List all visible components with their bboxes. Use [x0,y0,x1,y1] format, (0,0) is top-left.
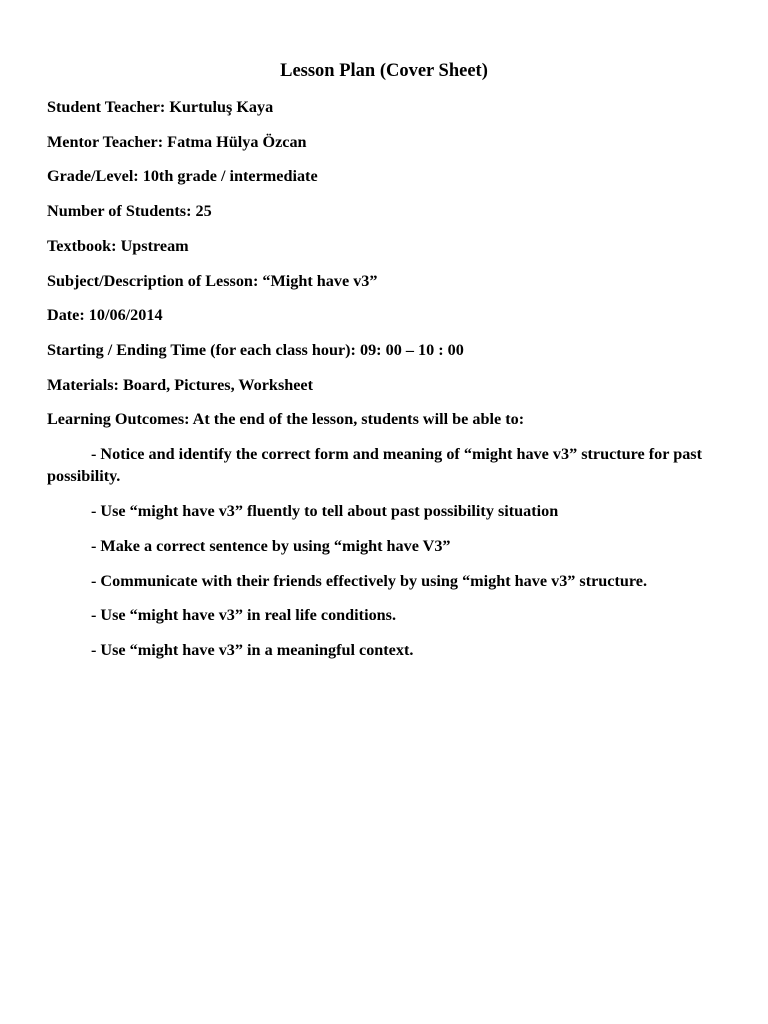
field-learning-outcomes: Learning Outcomes: At the end of the lesson, students will be able to: [47,410,525,428]
field-subject: Subject/Description of Lesson: “Might have v3” [47,272,378,290]
outcome-item: - Communicate with their friends effectively by using “might have v3” structure. [91,572,648,590]
outcome-item: - Use “might have v3” in a meaningful context. [91,641,414,659]
field-grade-level: Grade/Level: 10th grade / intermediate [47,167,318,185]
field-materials: Materials: Board, Pictures, Worksheet [47,376,314,394]
field-mentor-teacher: Mentor Teacher: Fatma Hülya Özcan [47,133,307,151]
field-textbook: Textbook: Upstream [47,237,189,255]
field-number-of-students: Number of Students: 25 [47,202,212,220]
document-title: Lesson Plan (Cover Sheet) [280,61,488,81]
field-date: Date: 10/06/2014 [47,306,163,324]
outcome-item: - Make a correct sentence by using “might have V3” [91,537,451,555]
outcome-item: - Use “might have v3” in real life conditions. [91,606,397,624]
field-student-teacher: Student Teacher: Kurtuluş Kaya [47,98,274,116]
outcome-item: - Use “might have v3” fluently to tell about past possibility situation [91,502,559,520]
outcome-item: - Notice and identify the correct form and meaning of “might have v3” structure for past possibility. [47,445,702,485]
field-time: Starting / Ending Time (for each class hour): 09: 00 – 10 : 00 [47,341,464,359]
